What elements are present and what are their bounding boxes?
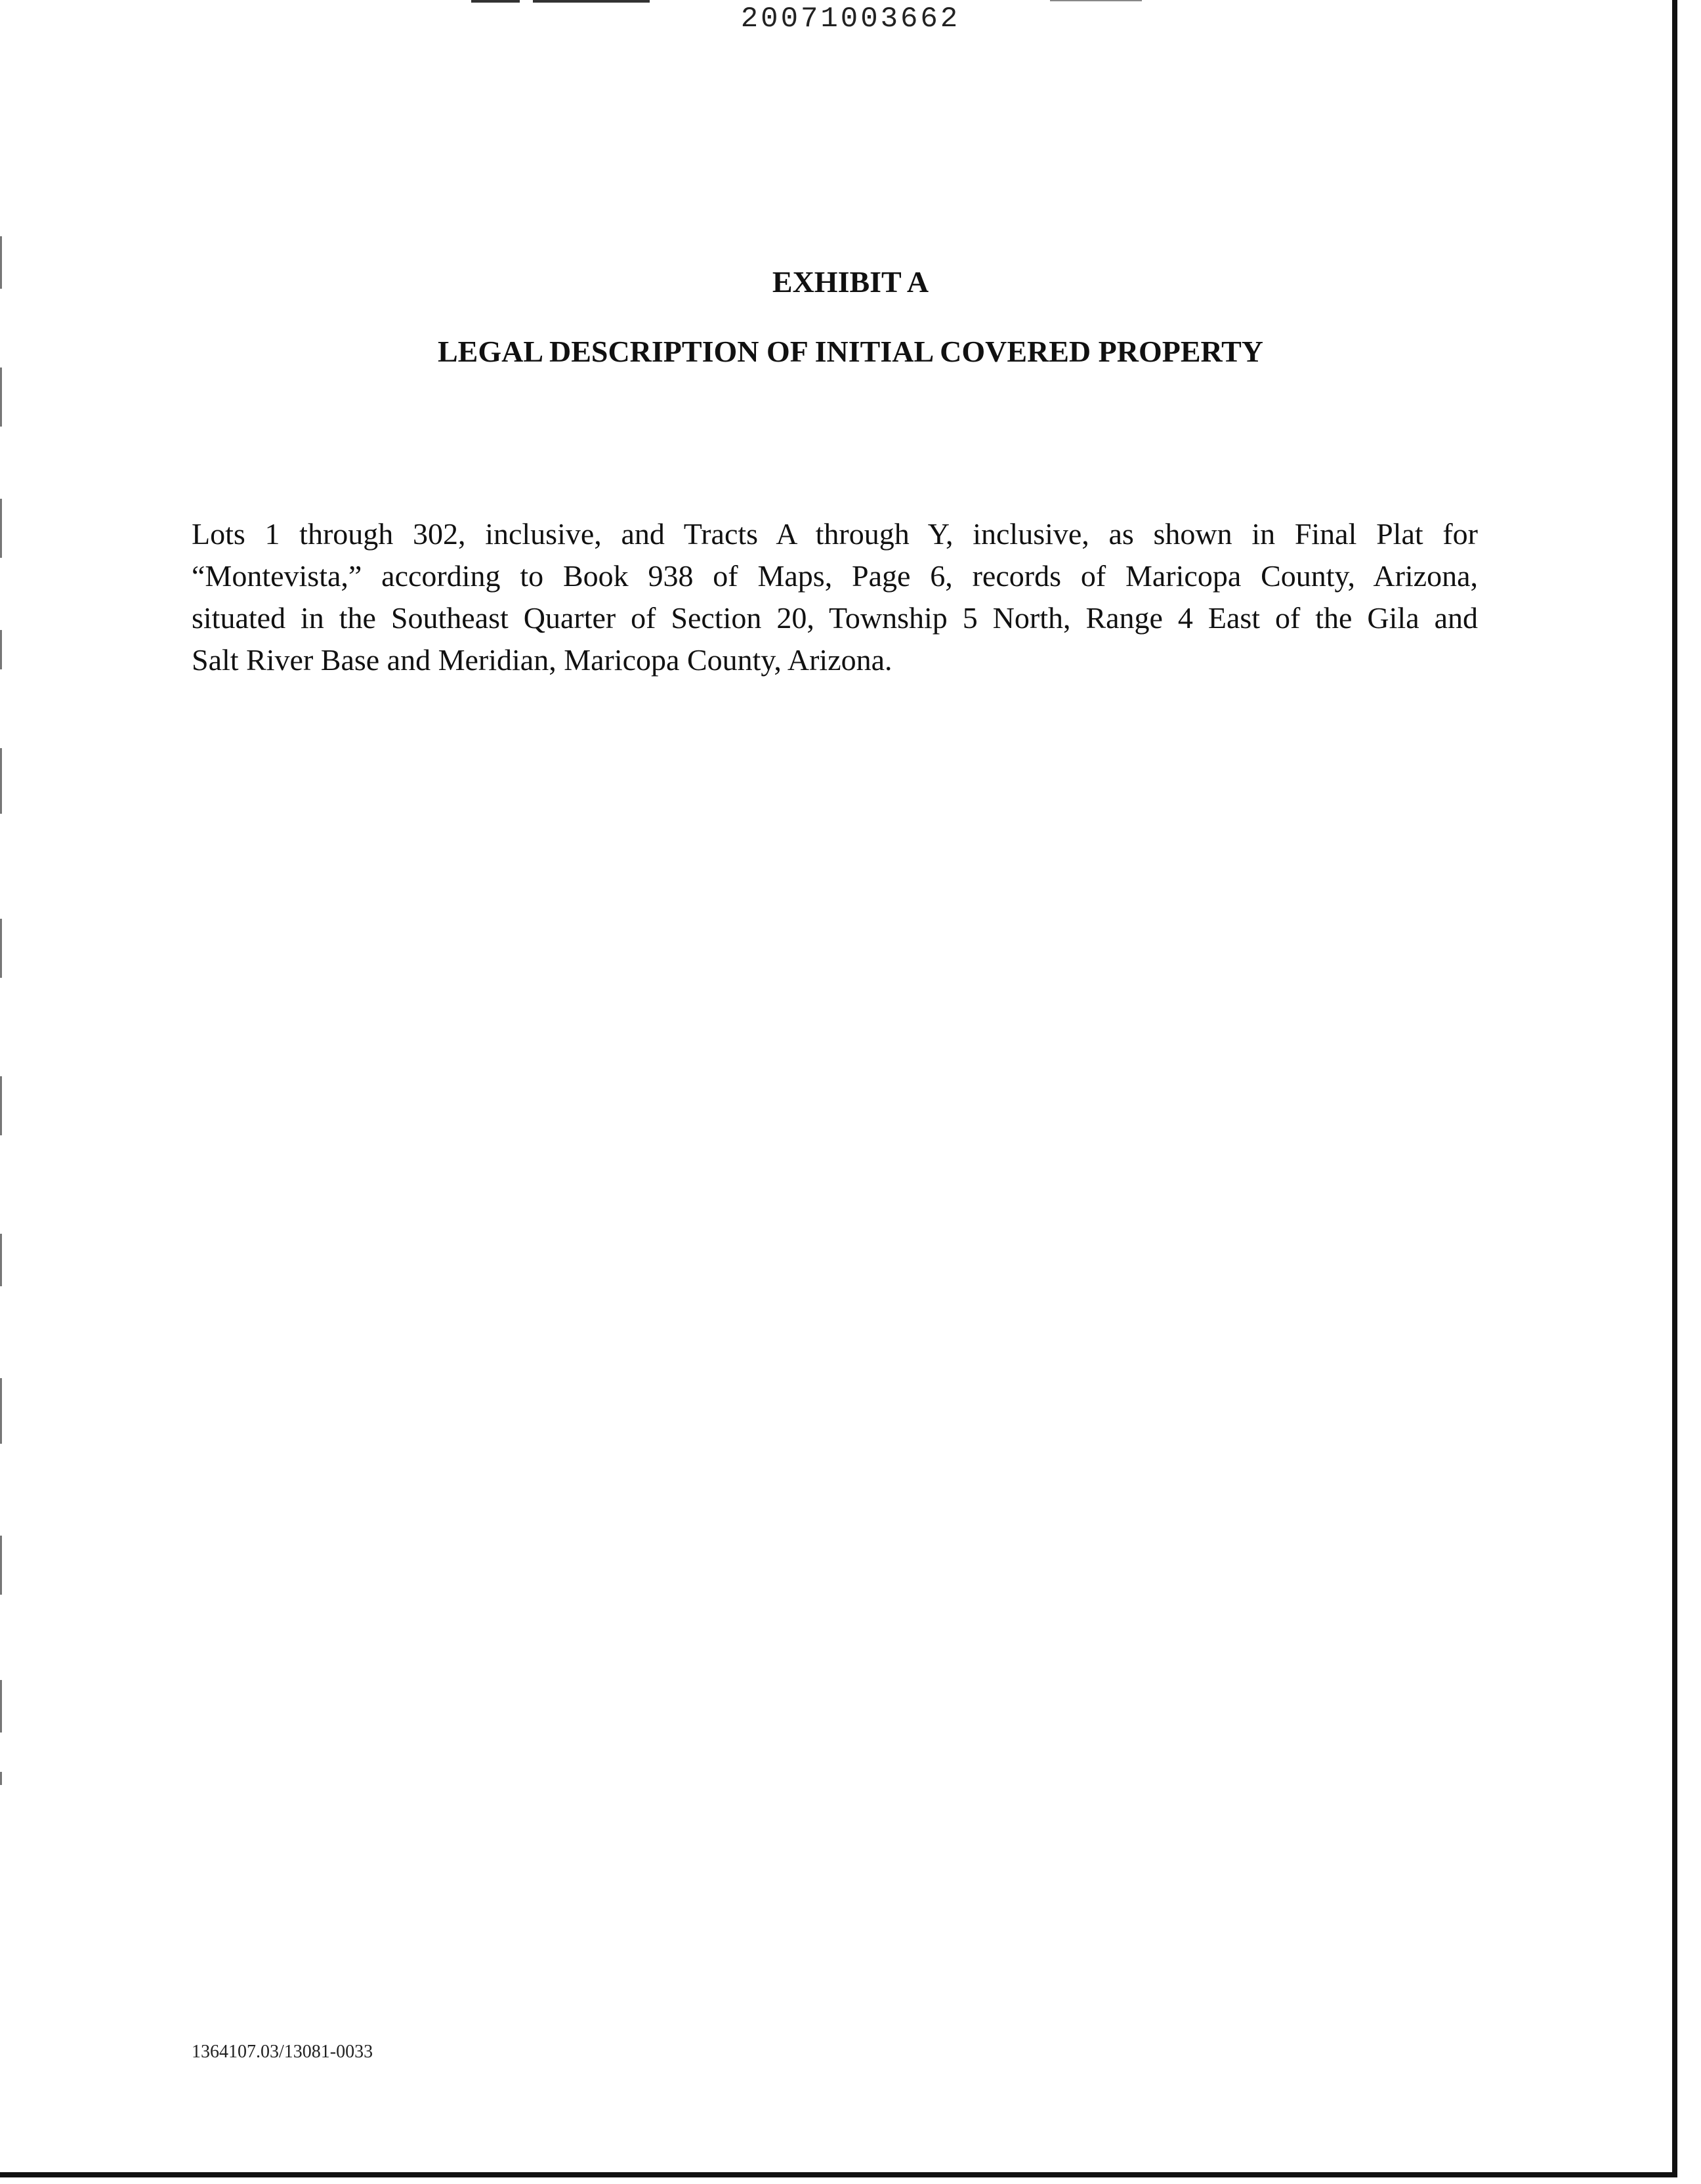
exhibit-subtitle: LEGAL DESCRIPTION OF INITIAL COVERED PROPERTY xyxy=(437,335,1264,368)
paragraph-line: Lots 1 through 302, inclusive, and Tracts A through Y, inclusive, as shown in Final Plat for xyxy=(192,517,1478,551)
document-footer-id: 1364107.03/13081-0033 xyxy=(192,2042,373,2062)
paragraph-line: “Montevista,” according to Book 938 of Maps, Page 6, records of Maricopa County, Arizona, xyxy=(192,559,1478,593)
scan-frame-right-edge xyxy=(1672,0,1677,2177)
scan-frame-bottom-edge xyxy=(0,2172,1677,2177)
scan-edge-ticks xyxy=(0,0,3,2166)
exhibit-title: EXHIBIT A xyxy=(772,265,929,299)
legal-description-paragraph xyxy=(192,513,1478,681)
paragraph-line: Salt River Base and Meridian, Maricopa County, Arizona. xyxy=(192,643,892,677)
paragraph-line: situated in the Southeast Quarter of Section 20, Township 5 North, Range 4 East of the Gila and xyxy=(192,601,1478,635)
recording-number: 20071003662 xyxy=(740,3,961,35)
scan-artifact-mark xyxy=(1050,0,1142,1)
